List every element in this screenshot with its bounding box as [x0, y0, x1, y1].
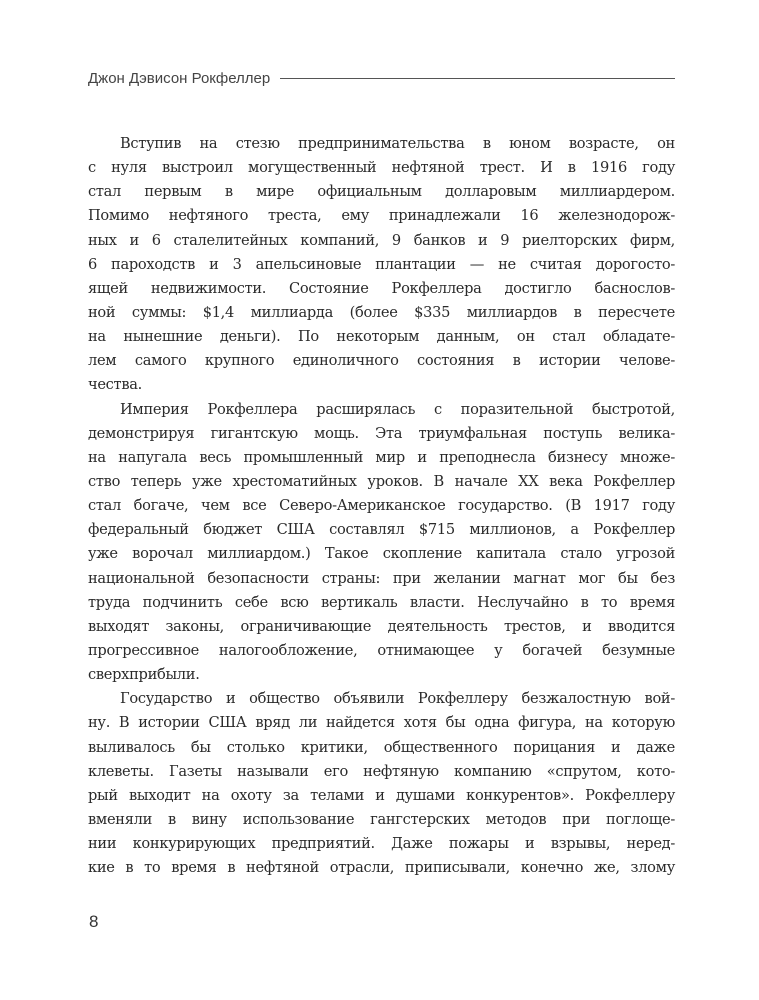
text-line: демонстрируя гигантскую мощь. Эта триумфальная поступь велика-	[88, 424, 675, 442]
text-line: ну. В истории США вряд ли найдется хотя бы одна фигура, на которую	[88, 714, 675, 732]
text-line: с нуля выстроил могущественный нефтяной трест. И в 1916 году	[88, 159, 675, 177]
paragraph	[88, 132, 675, 398]
paragraph	[88, 687, 675, 880]
text-line: лем самого крупного единоличного состояния в истории челове-	[88, 352, 675, 370]
text-line: на напугала весь промышленный мир и преподнесла бизнесу множе-	[88, 448, 675, 466]
text-line: прогрессивное налогообложение, отнимающее у богачей безумные	[88, 641, 675, 659]
text-line: вменяли в вину использование гангстерских методов при поглоще-	[88, 810, 675, 828]
text-line: выходят законы, ограничивающие деятельность трестов, и вводится	[88, 617, 675, 635]
page-number: 8	[89, 912, 99, 931]
text-line: стал богаче, чем все Северо-Американское государство. (В 1917 году	[88, 497, 675, 515]
text-line: ной суммы: $1,4 миллиарда (более $335 миллиардов в пересчете	[88, 303, 675, 321]
text-line: федеральный бюджет США составлял $715 миллионов, а Рокфеллер	[88, 521, 675, 539]
text-line: Помимо нефтяного треста, ему принадлежали 16 железнодорож-	[88, 207, 675, 225]
text-line: 6 пароходств и 3 апельсиновые плантации — не считая дорогосто-	[88, 255, 675, 273]
text-line: стал первым в мире официальным долларовым миллиардером.	[88, 183, 675, 201]
running-title: Джон Дэвисон Рокфеллер	[88, 70, 271, 87]
text-line: чества.	[88, 376, 142, 394]
text-line: нии конкурирующих предприятий. Даже пожары и взрывы, неред-	[88, 835, 675, 853]
text-line: на нынешние деньги). По некоторым данным, он стал обладате-	[88, 328, 675, 346]
text-line: Империя Рокфеллера расширялась с поразительной быстротой,	[120, 400, 675, 418]
running-header	[88, 70, 675, 87]
text-line: рый выходит на охоту за телами и душами конкурентов». Рокфеллеру	[88, 786, 675, 804]
paragraph	[88, 398, 675, 688]
text-line: ящей недвижимости. Состояние Рокфеллера достигло баснослов-	[88, 279, 675, 297]
text-line: национальной безопасности страны: при желании магнат мог бы без	[88, 569, 675, 587]
header-rule	[280, 78, 675, 79]
text-line: клеветы. Газеты называли его нефтяную компанию «спрутом, кото-	[88, 762, 675, 780]
text-line: сверхприбыли.	[88, 666, 200, 684]
body-text	[88, 132, 675, 880]
text-line: кие в то время в нефтяной отрасли, приписывали, конечно же, злому	[88, 859, 675, 877]
text-line: ных и 6 сталелитейных компаний, 9 банков и 9 риелторских фирм,	[88, 231, 675, 249]
text-line: выливалось бы столько критики, общественного порицания и даже	[88, 738, 675, 756]
text-line: Государство и общество объявили Рокфеллеру безжалостную вой-	[120, 690, 675, 708]
text-line: ство теперь уже хрестоматийных уроков. В начале XX века Рокфеллер	[88, 472, 675, 490]
text-line: уже ворочал миллиардом.) Такое скопление капитала стало угрозой	[88, 545, 675, 563]
text-line: Вступив на стезю предпринимательства в юном возрасте, он	[120, 135, 675, 152]
text-line: труда подчинить себе всю вертикаль власти. Неслучайно в то время	[88, 593, 675, 611]
